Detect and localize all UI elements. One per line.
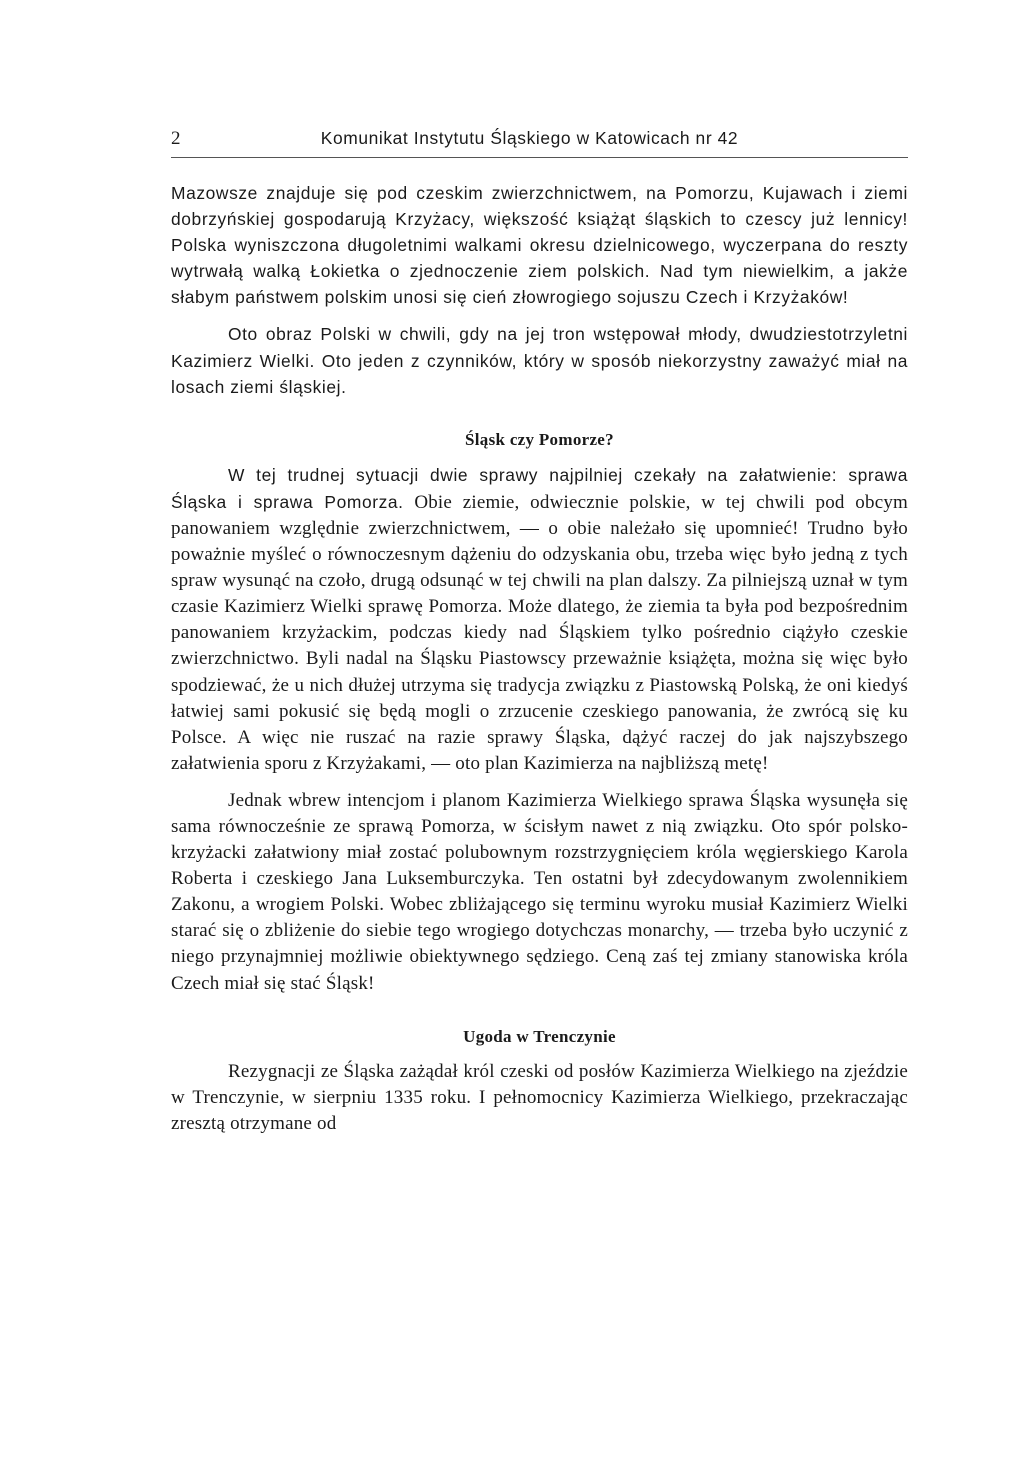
page-number: 2	[171, 128, 181, 149]
paragraph-3	[171, 462, 908, 777]
document-page	[171, 126, 908, 1137]
paragraph-4: Jednak wbrew intencjom i planom Kazimierza Wielkiego sprawa Śląska wysunęła się sama równocześnie ze sprawą Pomorza, w ścisłym nawet z nią związku. Oto spór polsko-krzyżacki załatwiony miał zostać polubownym rozstrzygnięciem króla węgierskiego Karola Roberta i czeskiego Jana Luksemburczyka. Ten ostatni był zdecydowanym zwolennikiem Zakonu, a wrogiem Polski. Wobec zbliżającego się terminu wyroku musiał Kazimierz Wielki starać się o zbliżenie do siebie tego wrogiego dotychczas monarchy, — trzeba było uczynić z niego przynajmniej możliwie obiektywnego sędziego. Ceną zaś tej zmiany stanowiska króla Czech miał się stać Śląsk!	[171, 789, 908, 994]
section-heading-ugoda-w-trenczynie: Ugoda w Trenczynie	[463, 1026, 616, 1046]
paragraph-2: Oto obraz Polski w chwili, gdy na jej tron wstępował młody, dwudziestotrzyletni Kazimierz Wielki. Oto jeden z czynników, który w sposób niekorzystny zaważyć miał na losach ziemi śląskiej.	[171, 324, 908, 397]
paragraph-1: Mazowsze znajduje się pod czeskim zwierzchnictwem, na Pomorzu, Kujawach i ziemi dobrzyńskiej gospodarują Krzyżacy, większość książąt śląskich to czescy już lennicy! Polska wyniszczona długoletnimi walkami okresu dzielnicowego, wyczerpana do reszty wytrwałą walką Łokietka o zjednoczenie ziem polskich. Nad tym niewielkim, a jakże słabym państwem polskim unosi się cień złowrogiego sojuszu Czech i Krzyżaków!	[171, 183, 908, 308]
paragraph-3-part-a: W tej trudnej sytuacji dwie sprawy najpilniej czekały na załatwienie: sprawa Śląska i sprawa Pomorza.	[171, 464, 908, 512]
paragraph-3-part-b: Obie ziemie, odwiecznie polskie, w tej chwili pod obcym panowaniem względnie zwierzchnictwem, — o obie należało się upomnieć! Trudno było poważnie myśleć o równoczesnym dążeniu do odzyskania obu, trzeba więc było jedną z tych spraw wysunąć na czoło, drugą odsunąć w tej chwili na plan dalszy. Za pilniejszą uznał w tym czasie Kazimierz Wielki sprawę Pomorza. Może dlatego, że ziemia ta była pod bezpośrednim panowaniem krzyżackim, podczas kiedy nad Śląskiem tylko pośrednio ciążyło czeskie zwierzchnictwo. Byli nadal na Śląsku Piastowscy przeważnie książęta, można się więc było spodziewać, że u nich dłużej utrzyma się tradycja związku z Piastowską Polską, że oni kiedyś łatwiej sami pokusić się będą mogli o zrzucenie czeskiego panowania, że zwrócą się ku Polsce. A więc nie ruszać na razie sprawy Śląska, dążyć raczej do jak najszybszego załatwienia sporu z Krzyżakami, — oto plan Kazimierza na najbliższą metę!	[171, 491, 909, 774]
paragraph-5: Rezygnacji ze Śląska zażądał król czeski od posłów Kazimierza Wielkiego na zjeździe w Trenczynie, w sierpniu 1335 roku. I pełnomocnicy Kazimierza Wielkiego, przekraczając zresztą otrzymane od	[171, 1060, 908, 1134]
running-header	[171, 126, 908, 158]
header-title: Komunikat Instytutu Śląskiego w Katowicach nr 42	[320, 128, 739, 148]
section-heading-slask-czy-pomorze: Śląsk czy Pomorze?	[465, 429, 614, 449]
